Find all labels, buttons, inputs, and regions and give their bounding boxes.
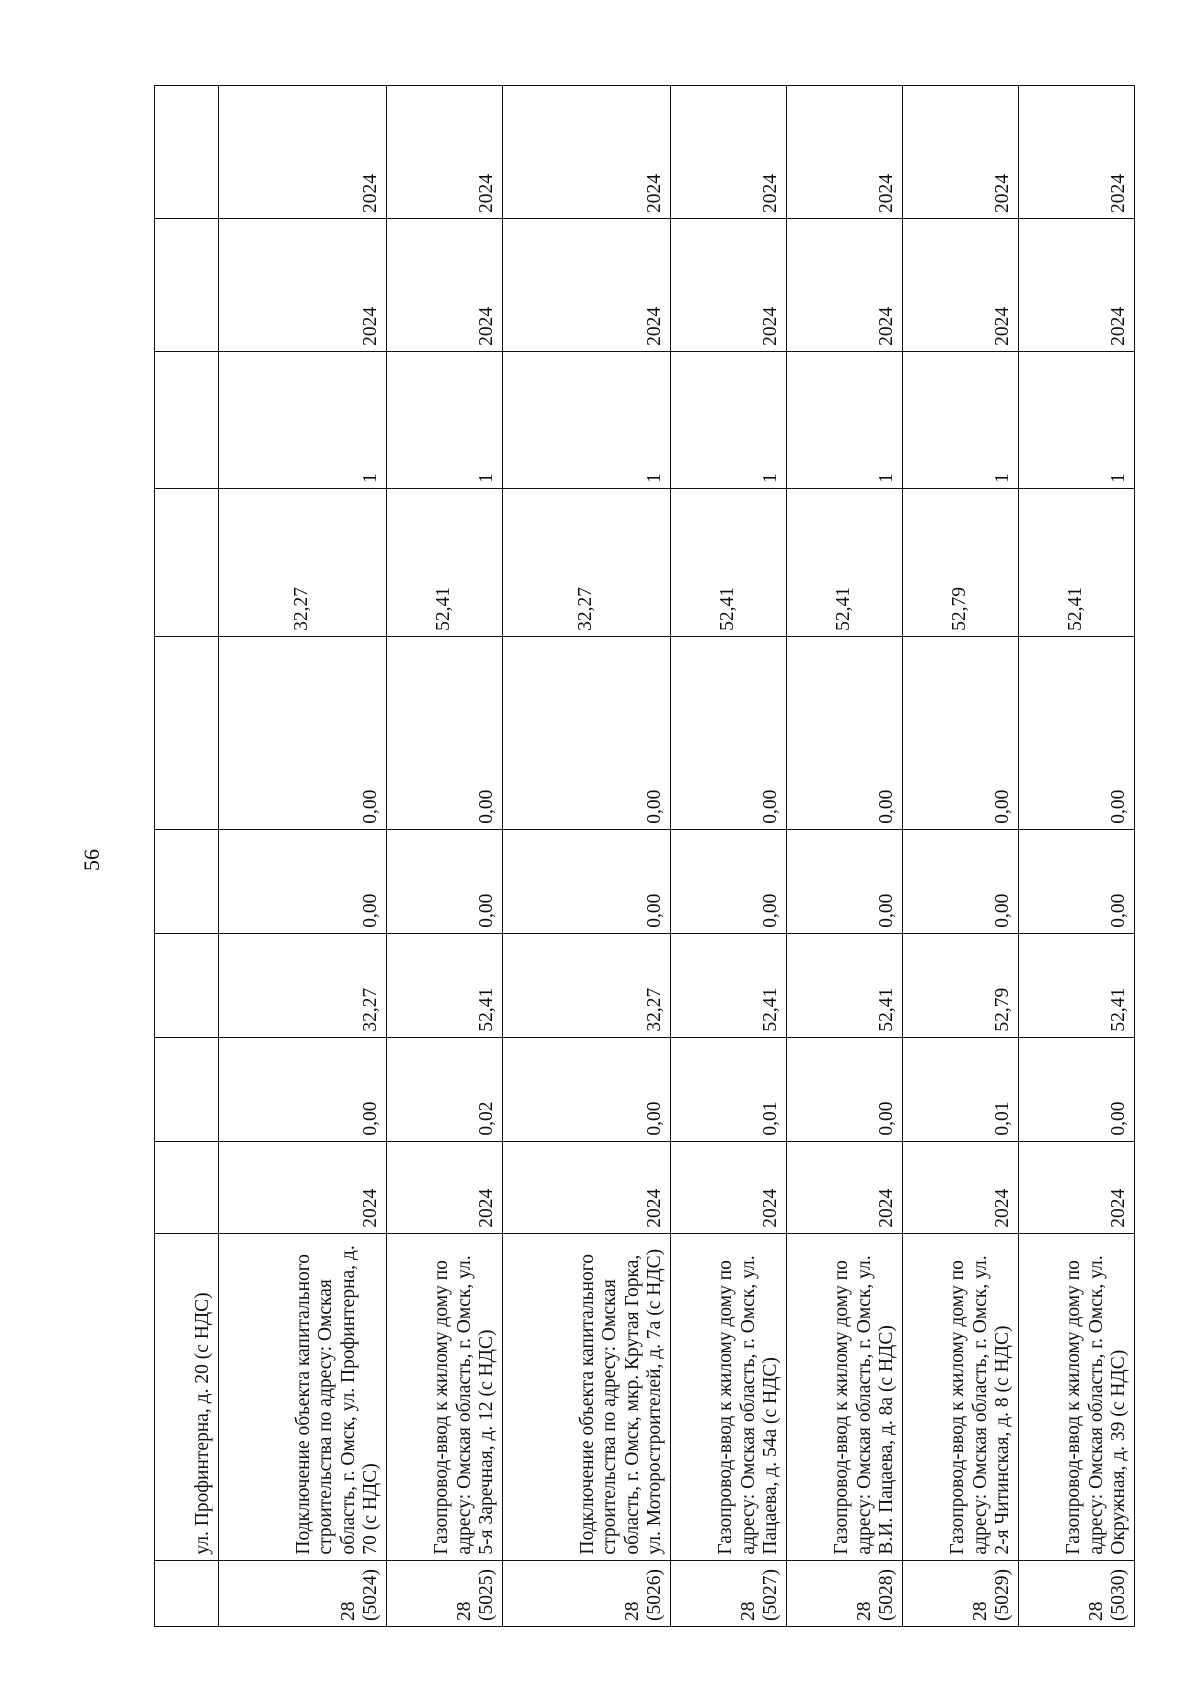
value-cell: 52,41 [387, 488, 503, 636]
count-cell: 1 [671, 351, 787, 488]
year-cell: 2024 [219, 218, 387, 351]
year-cell: 2024 [503, 218, 671, 351]
value-cell: 52,41 [1019, 488, 1135, 636]
row-number-cell: 28 (5024) [219, 1560, 387, 1626]
year-cell: 2024 [671, 1141, 787, 1233]
value-cell: 0,00 [503, 636, 671, 829]
year-cell: 2024 [1019, 218, 1135, 351]
value-cell: 0,00 [787, 1037, 903, 1141]
table-row [503, 86, 671, 1627]
table-cell [155, 636, 219, 829]
value-cell: 0,00 [219, 636, 387, 829]
table-row [1019, 86, 1135, 1627]
value-cell: 0,02 [387, 1037, 503, 1141]
rotated-table-container [154, 85, 1130, 1627]
value-cell: 0,00 [903, 636, 1019, 829]
value-cell: 0,00 [219, 1037, 387, 1141]
value-cell: 0,00 [503, 1037, 671, 1141]
value-cell: 52,41 [787, 488, 903, 636]
year-cell: 2024 [787, 1141, 903, 1233]
year-cell: 2024 [387, 86, 503, 219]
table-cell [155, 1037, 219, 1141]
value-cell: 0,00 [903, 829, 1019, 933]
row-number-cell: 28 (5026) [503, 1560, 671, 1626]
year-cell: 2024 [903, 218, 1019, 351]
value-cell: 32,27 [503, 488, 671, 636]
table-cell [155, 933, 219, 1037]
continuation-row [155, 86, 219, 1627]
value-cell: 0,00 [387, 636, 503, 829]
value-cell: 32,27 [219, 933, 387, 1037]
value-cell: 32,27 [503, 933, 671, 1037]
value-cell: 0,00 [671, 636, 787, 829]
value-cell: 52,79 [903, 933, 1019, 1037]
row-number-cell: 28 (5027) [671, 1560, 787, 1626]
value-cell: 0,00 [219, 829, 387, 933]
value-cell: 0,00 [1019, 636, 1135, 829]
value-cell: 0,00 [1019, 829, 1135, 933]
year-cell: 2024 [671, 218, 787, 351]
year-cell: 2024 [903, 1141, 1019, 1233]
value-cell: 52,41 [671, 488, 787, 636]
description-cell: Газопровод-ввод к жилому дому по адресу: Омская область, г. Омск, ул. Окружная, д. 39 (с НДС) [1019, 1233, 1135, 1560]
description-cell: Газопровод-ввод к жилому дому по адресу: Омская область, г. Омск, ул. Пацаева, д. 54а (с НДС) [671, 1233, 787, 1560]
table-row [387, 86, 503, 1627]
table-row [787, 86, 903, 1627]
value-cell: 0,01 [671, 1037, 787, 1141]
year-cell: 2024 [1019, 86, 1135, 219]
investment-table [154, 85, 1135, 1627]
year-cell: 2024 [787, 218, 903, 351]
year-cell: 2024 [787, 86, 903, 219]
row-number-cell: 28 (5028) [787, 1560, 903, 1626]
year-cell: 2024 [219, 1141, 387, 1233]
value-cell: 52,41 [787, 933, 903, 1037]
page-number: 56 [79, 849, 104, 871]
value-cell: 52,41 [387, 933, 503, 1037]
description-cell: Газопровод-ввод к жилому дому по адресу: Омская область, г. Омск, ул. В.И. Пацаева, д. 8а (с НДС) [787, 1233, 903, 1560]
count-cell: 1 [387, 351, 503, 488]
year-cell: 2024 [387, 1141, 503, 1233]
year-cell: 2024 [503, 86, 671, 219]
table-cell [155, 488, 219, 636]
value-cell: 0,00 [787, 636, 903, 829]
table-row [903, 86, 1019, 1627]
table-cell [155, 829, 219, 933]
value-cell: 52,41 [1019, 933, 1135, 1037]
year-cell: 2024 [1019, 1141, 1135, 1233]
count-cell: 1 [1019, 351, 1135, 488]
value-cell: 0,00 [787, 829, 903, 933]
table-cell [155, 218, 219, 351]
value-cell: 32,27 [219, 488, 387, 636]
count-cell: 1 [787, 351, 903, 488]
year-cell: 2024 [903, 86, 1019, 219]
row-number-cell: 28 (5030) [1019, 1560, 1135, 1626]
row-number-cell: 28 (5025) [387, 1560, 503, 1626]
description-cell: Газопровод-ввод к жилому дому по адресу: Омская область, г. Омск, ул. 5-я Заречная, д. 12 (с НДС) [387, 1233, 503, 1560]
table-cell [155, 1560, 219, 1626]
value-cell: 52,41 [671, 933, 787, 1037]
count-cell: 1 [219, 351, 387, 488]
description-cell: Подключение объекта капитального строительства по адресу: Омская область, г. Омск, ул. Профинтерна, д. 70 (с НДС) [219, 1233, 387, 1560]
table-row [671, 86, 787, 1627]
description-cell: Подключение объекта капитального строительства по адресу: Омская область, г. Омск, мкр. Крутая Горка, ул. Моторостроителей, д. 7а (с НДС) [503, 1233, 671, 1560]
year-cell: 2024 [503, 1141, 671, 1233]
count-cell: 1 [903, 351, 1019, 488]
table-cell [155, 351, 219, 488]
value-cell: 0,00 [671, 829, 787, 933]
value-cell: 0,00 [1019, 1037, 1135, 1141]
year-cell: 2024 [671, 86, 787, 219]
table-frame [154, 85, 1130, 1627]
year-cell: 2024 [387, 218, 503, 351]
count-cell: 1 [503, 351, 671, 488]
row-number-cell: 28 (5029) [903, 1560, 1019, 1626]
table-row [219, 86, 387, 1627]
value-cell: 0,00 [503, 829, 671, 933]
table-cell [155, 86, 219, 219]
description-cell: Газопровод-ввод к жилому дому по адресу: Омская область, г. Омск, ул. 2-я Читинская, д. 8 (с НДС) [903, 1233, 1019, 1560]
value-cell: 0,01 [903, 1037, 1019, 1141]
description-cell: ул. Профинтерна, д. 20 (с НДС) [155, 1233, 219, 1560]
value-cell: 52,79 [903, 488, 1019, 636]
value-cell: 0,00 [387, 829, 503, 933]
table-cell [155, 1141, 219, 1233]
year-cell: 2024 [219, 86, 387, 219]
